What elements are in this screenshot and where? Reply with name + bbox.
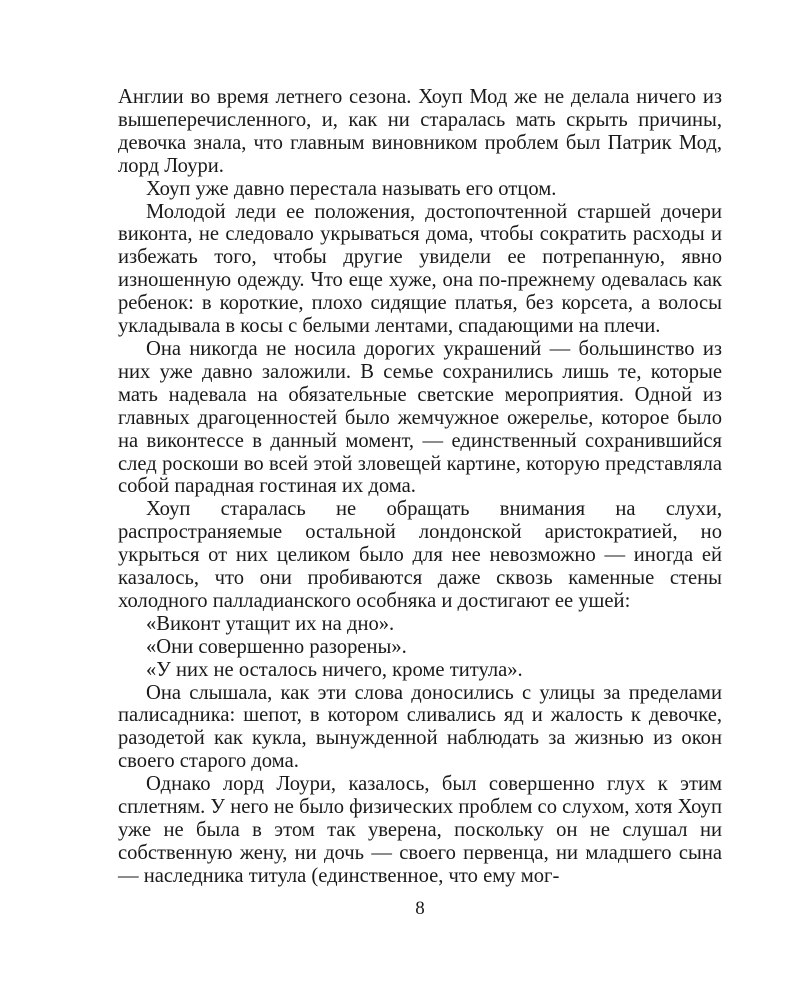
paragraph: Однако лорд Лоури, казалось, был совершенно глух к этим сплетням. У него не было физических проблем со слухом, хотя Хоуп уже не была в этом так уверена, поскольку он не слушал ни собственную жену, ни дочь — своего первенца, ни младшего сына — наследника титула (единственное, что ему мог- [118,773,722,887]
paragraph: Англии во время летнего сезона. Хоуп Мод же не делала ничего из вышеперечисленного, и, как ни старалась мать скрыть причины, девочка знала, что главным виновником проблем был Патрик Мод, лорд Лоури. [118,86,722,177]
quote-line: «Они совершенно разорены». [146,635,407,658]
paragraph: Молодой леди ее положения, достопочтенной старшей дочери виконта, не следовало укрываться дома, чтобы сократить расходы и избежать того, чтобы другие увидели ее потрепанную, явно изношенную одежду. Что еще хуже, она по-прежнему одевалась как ребенок: в короткие, плохо сидящие платья, без корсета, а волосы укладывала в косы с белыми лентами, спадающими на плечи. [118,200,722,338]
quote-line: «Виконт утащит их на дно». [146,612,395,635]
paragraph: Хоуп уже давно перестала называть его отцом. [146,177,557,200]
page-number: 8 [415,898,425,919]
paragraph: Хоуп старалась не обращать внимания на слухи, распространяемые остальной лондонской аристократией, но укрыться от них целиком было для нее невозможно — иногда ей казалось, что они пробиваются даже сквозь каменные стены холодного палладианского особняка и достигают ее ушей: [118,498,722,612]
paragraph: Она слышала, как эти слова доносились с улицы за пределами палисадника: шепот, в котором сливались яд и жалость к девочке, разодетой как кукла, вынужденной наблюдать за жизнью из окон своего старого дома. [118,681,722,773]
body-text [118,86,722,888]
quote-line: «У них не осталось ничего, кроме титула». [146,658,523,681]
paragraph: Она никогда не носила дорогих украшений — большинство из них уже давно заложили. В семье сохранились лишь те, которые мать надевала на обязательные светские мероприятия. Одной из главных драгоценностей было жемчужное ожерелье, которое было на виконтессе в данный момент, — единственный сохранившийся след роскоши во всей этой зловещей картине, которую представляла собой парадная гостиная их дома. [118,337,722,498]
